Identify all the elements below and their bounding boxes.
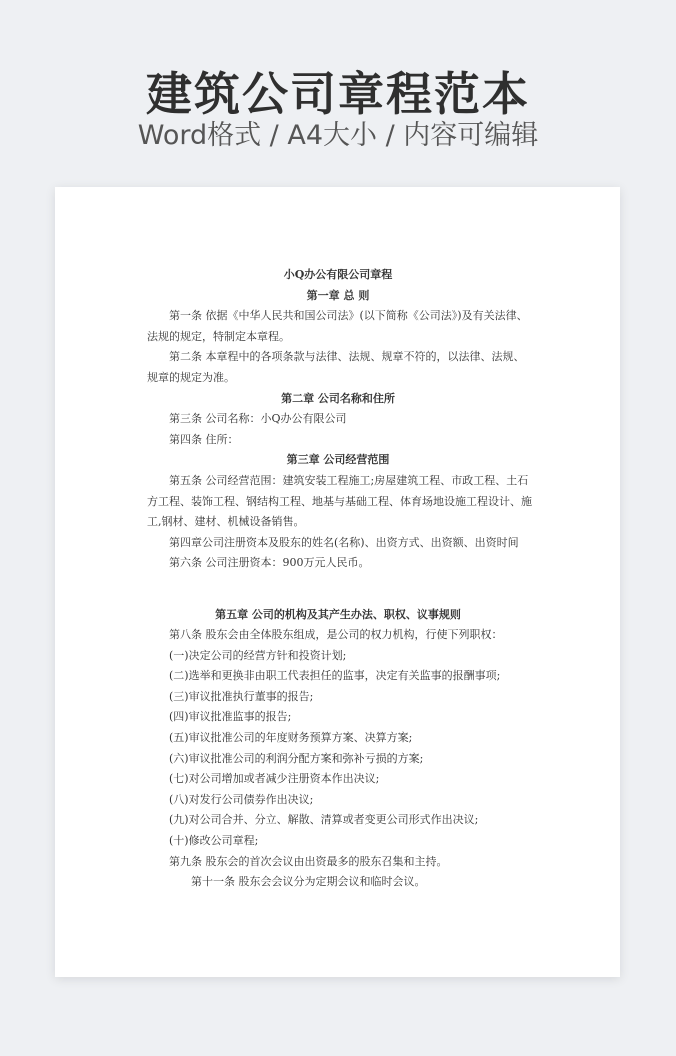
article-3: 第三条 公司名称：小Q办公有限公司 — [169, 412, 347, 426]
chapter-1-heading: 第一章 总 则 — [306, 288, 370, 302]
power-item: (十)修改公司章程; — [169, 834, 259, 848]
article-1-line-2: 法规的规定，特制定本章程。 — [147, 329, 290, 343]
article-6: 第六条 公司注册资本：900万元人民币。 — [169, 556, 370, 570]
power-item: (四)审议批准监事的报告; — [169, 710, 292, 724]
chapter-2-heading: 第二章 公司名称和住所 — [281, 391, 395, 405]
article-4: 第四条 住所： — [169, 432, 239, 446]
article-2-line-1: 第二条 本章程中的各项条款与法律、法规、规章不符的，以法律、法规、 — [169, 350, 525, 364]
article-8: 第八条 股东会由全体股东组成，是公司的权力机构，行使下列职权： — [169, 628, 503, 642]
power-item: (六)审议批准公司的利润分配方案和弥补亏损的方案; — [169, 751, 424, 765]
power-item: (七)对公司增加或者减少注册资本作出决议; — [169, 772, 380, 786]
power-item: (八)对发行公司债券作出决议; — [169, 792, 314, 806]
chapter-3-heading: 第三章 公司经营范围 — [286, 453, 390, 467]
power-item: (三)审议批准执行董事的报告; — [169, 689, 314, 703]
power-item: (五)审议批准公司的年度财务预算方案、决算方案; — [169, 731, 413, 745]
article-9: 第九条 股东会的首次会议由出资最多的股东召集和主持。 — [169, 854, 448, 868]
document-body — [147, 265, 532, 893]
article-5-line-1: 第五条 公司经营范围：建筑安装工程施工;房屋建筑工程、市政工程、土石 — [169, 473, 529, 487]
document-title: 小Q办公有限公司章程 — [283, 268, 393, 281]
article-1-line-1: 第一条 依据《中华人民共和国公司法》(以下简称《公司法》)及有关法律、 — [169, 309, 528, 323]
power-item: (九)对公司合并、分立、解散、清算或者变更公司形式作出决议; — [169, 813, 479, 827]
chapter-5-heading: 第五章 公司的机构及其产生办法、职权、议事规则 — [215, 607, 461, 621]
page-subtitle: Word格式 / A4大小 / 内容可编辑 — [137, 120, 539, 151]
spacer — [147, 574, 529, 595]
article-2-line-2: 规章的规定为准。 — [147, 370, 235, 384]
document-page — [55, 187, 620, 977]
power-item: (一)决定公司的经营方针和投资计划; — [169, 648, 347, 662]
article-11: 第十一条 股东会会议分为定期会议和临时会议。 — [191, 875, 426, 889]
article-5-line-2: 方工程、装饰工程、钢结构工程、地基与基础工程、体育场地设施工程设计、施 — [147, 494, 532, 508]
power-item: (二)选举和更换非由职工代表担任的监事，决定有关监事的报酬事项; — [169, 669, 501, 683]
article-5-line-3: 工,钢材、建材、机械设备销售。 — [147, 515, 305, 529]
spacer — [147, 595, 529, 605]
chapter-4-capital-line: 第四章公司注册资本及股东的姓名(名称)、出资方式、出资额、出资时间 — [169, 535, 519, 549]
page-title: 建筑公司章程范本 — [146, 67, 530, 121]
